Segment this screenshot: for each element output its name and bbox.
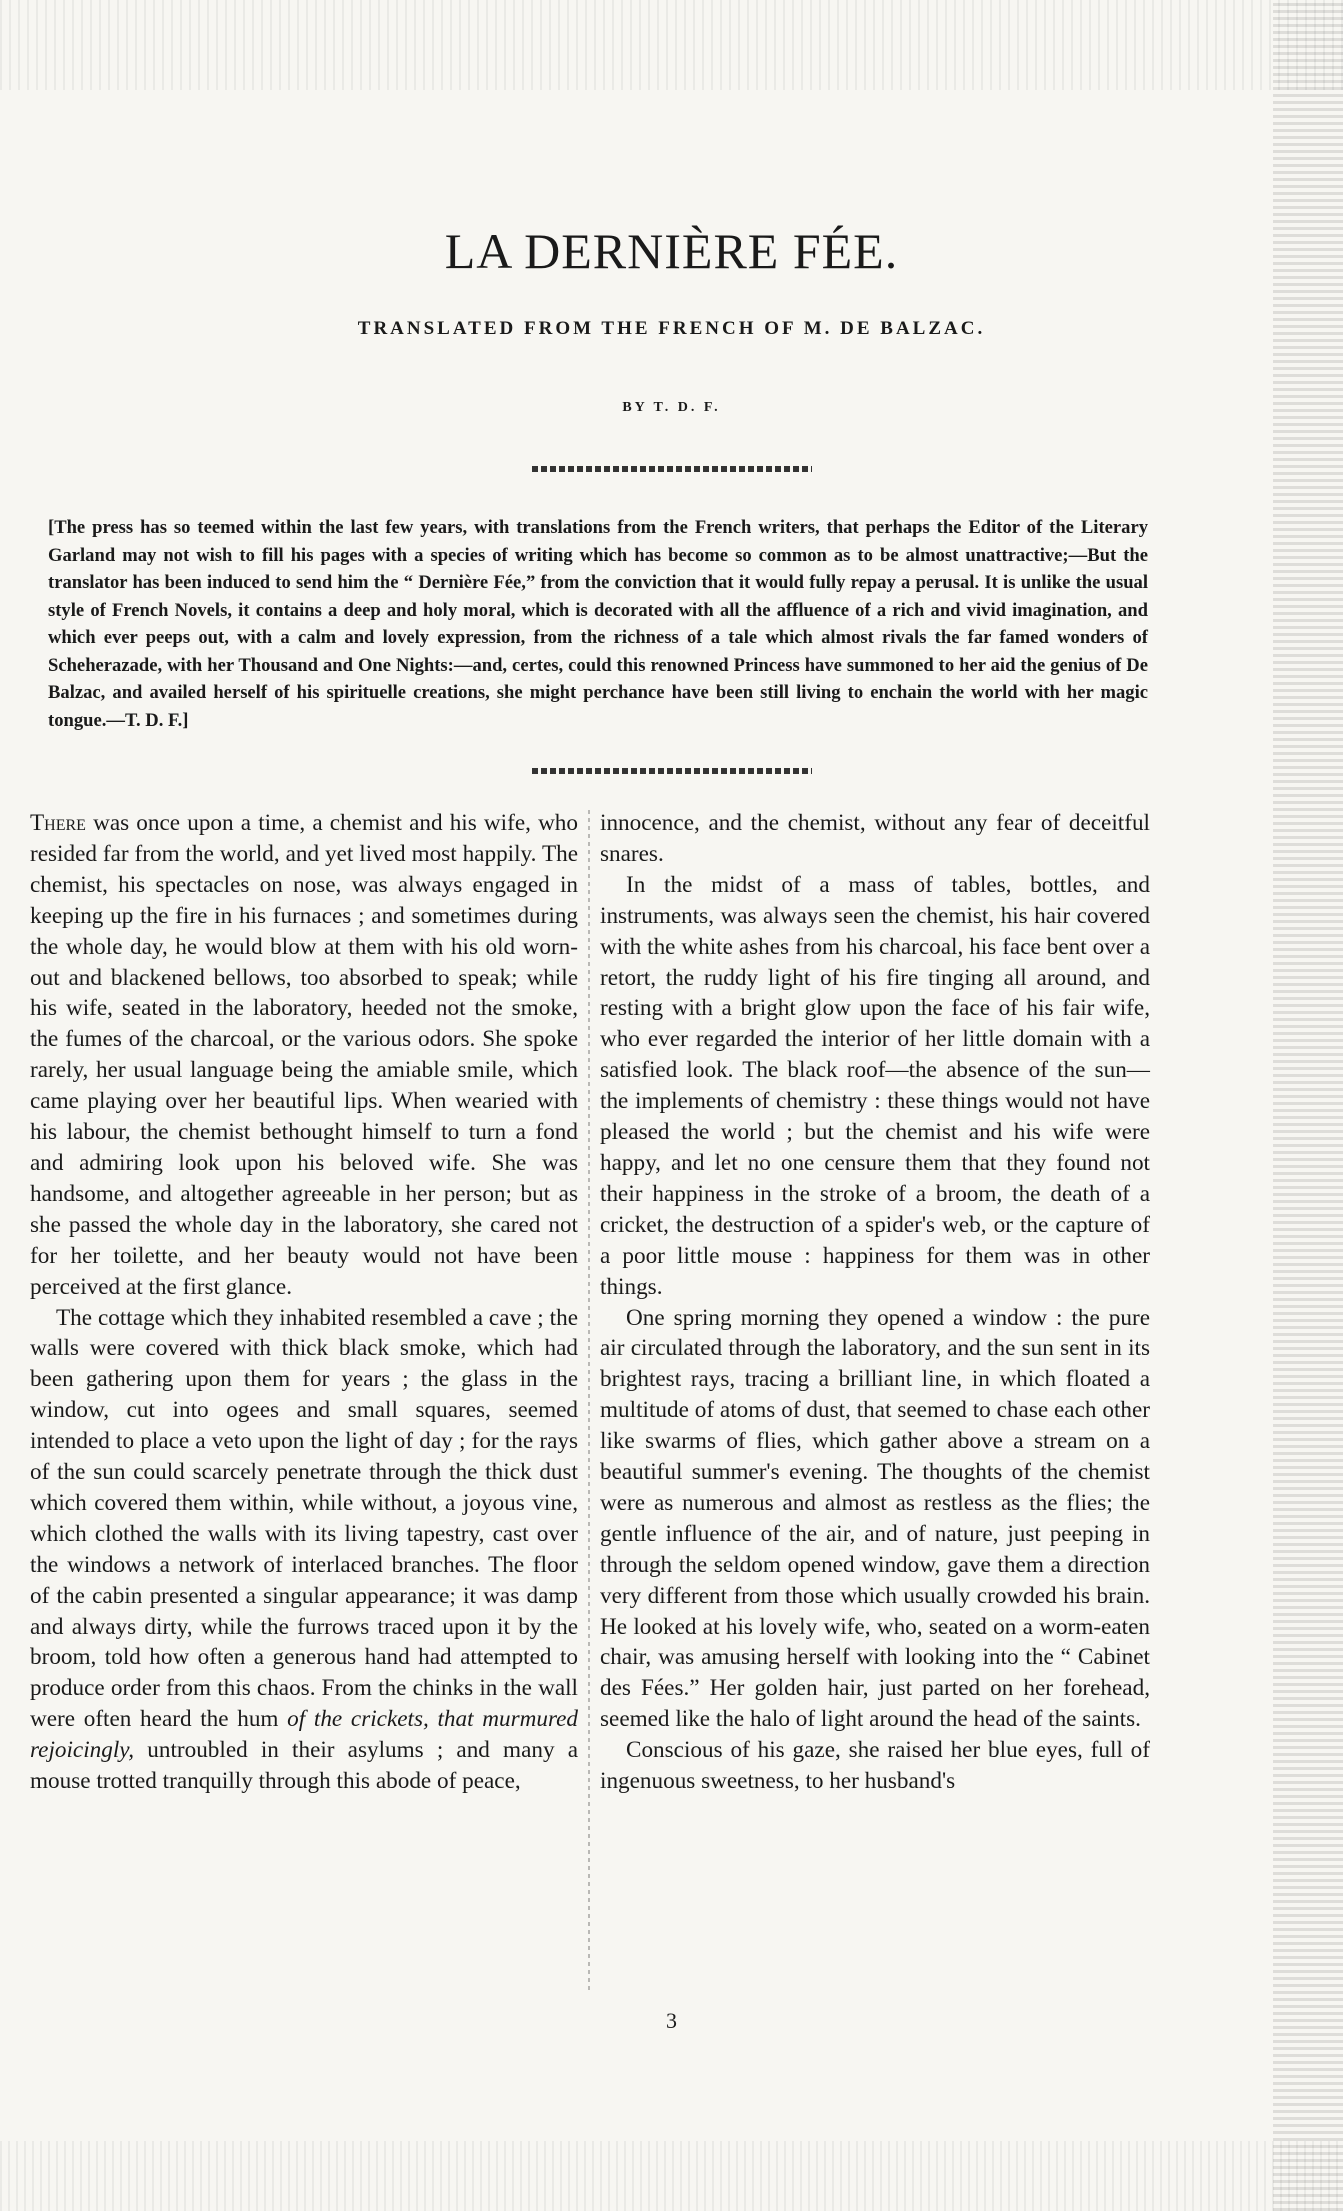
- paragraph: [30, 1303, 578, 1798]
- paragraph-text: The cottage which they inhabited resembled a cave ; the walls were covered with thick black smoke, which had been gathering upon them for years ; the glass in the window, cut into ogees and small squares, seemed intended to place a veto upon the light of day ; for the rays of the sun could scarcely penetrate through the thick dust which covered them within, while without, a joyous vine, which clothed the walls with its living tapestry, cast over the windows a network of interlaced branches. The floor of the cabin presented a singular appearance; it was damp and always dirty, while the furrows traced upon it by the broom, told how often a generous hand had attempted to produce order from this chaos. From the chinks in the wall were often heard the hum: [30, 1304, 578, 1733]
- paragraph: In the midst of a mass of tables, bottles, and instruments, was always seen the chemist, his hair covered with the white ashes from his charcoal, his face bent over a retort, the ruddy light of his fire tinging all around, and resting with a bright glow upon the face of his fair wife, who ever regarded the interior of her little domain with a satisfied look. The black roof—the absence of the sun—the implements of chemistry : these things would not have pleased the world ; but the chemist and his wife were happy, and let no one censure them that they found not their happiness in the stroke of a broom, the death of a cricket, the destruction of a spider's web, or the capture of a poor little mouse : happiness for them was in other things.: [600, 871, 1150, 1300]
- article-title: LA DERNIÈRE FÉE.: [444, 223, 899, 279]
- scan-noise-top: [0, 0, 1343, 90]
- italic-text: of the crickets, that murmured rejoicingly,: [30, 1706, 578, 1764]
- column-divider: [588, 810, 590, 1990]
- left-column: [30, 808, 578, 1797]
- scan-noise-bottom: [0, 2141, 1343, 2211]
- article-subtitle: TRANSLATED FROM THE FRENCH OF M. DE BALZAC.: [357, 318, 986, 339]
- ornamental-rule-bottom: [532, 768, 812, 774]
- translator-note: [The press has so teemed within the last few years, with translations from the French writers, that perhaps the Editor of the Literary Garland may not wish to fill his pages with a species of writing which has become so common as to be almost unattractive;—But the translator has been induced to send him the “ Dernière Fée,” from the conviction that it would fully repay a perusal. It is unlike the usual style of French Novels, it contains a deep and holy moral, which is decorated with all the affluence of a rich and vivid imagination, and which ever peeps out, with a calm and lovely expression, from the richness of a tale which almost rivals the far famed wonders of Scheherazade, with her Thousand and One Nights:—and, certes, could this renowned Princess have summoned to her aid the genius of De Balzac, and availed herself of his spirituelle creations, she might perchance have been still living to enchain the world with her magic tongue.—T. D. F.]: [48, 517, 1148, 731]
- paragraph: One spring morning they opened a window : the pure air circulated through the laboratory, and the sun sent in its brightest rays, tracing a brilliant line, in which floated a multitude of atoms of dust, that seemed to chase each other like swarms of flies, which gather above a stream on a beautiful summer's evening. The thoughts of the chemist were as numerous and almost as restless as the flies; the gentle influence of the air, and of nature, just peeping in through the seldom opened window, gave them a direction very different from those which usually crowded his brain. He looked at his lovely wife, who, seated on a worm-eaten chair, was amusing herself with looking into the “ Cabinet des Fées.” Her golden hair, just parted on her forehead, seemed like the halo of light around the head of the saints.: [600, 1304, 1150, 1733]
- paragraph: [30, 808, 578, 1303]
- article-byline: BY T. D. F.: [622, 400, 721, 415]
- paragraph-text: was once upon a time, a chemist and his wife, who resided far from the world, and yet lived most happily. The chemist, his spectacles on nose, was always engaged in keeping up the fire in his furnaces ; and sometimes during the whole day, he would blow at them with his old worn-out and blackened bellows, too absorbed to speak; while his wife, seated in the laboratory, heeded not the smoke, the fumes of the charcoal, or the various odors. She spoke rarely, her usual language being the amiable smile, which came playing over her beautiful lips. When wearied with his labour, the chemist bethought himself to turn a fond and admiring look upon his beloved wife. She was handsome, and altogether agreeable in her person; but as she passed the whole day in the laboratory, she cared not for her toilette, and her beauty would not have been perceived at the first glance.: [30, 810, 578, 1300]
- drop-word: There: [30, 810, 86, 836]
- ornamental-rule-top: [532, 466, 812, 472]
- paragraph: innocence, and the chemist, without any fear of deceitful snares.: [600, 810, 1150, 867]
- page-number: 3: [666, 2008, 677, 2033]
- paragraph-text: untroubled in their asylums ; and many a mouse trotted tranquilly through this abode of peace,: [30, 1737, 578, 1795]
- paragraph: Conscious of his gaze, she raised her blue eyes, full of ingenuous sweetness, to her husband's: [600, 1737, 1150, 1795]
- right-column: [600, 808, 1150, 1797]
